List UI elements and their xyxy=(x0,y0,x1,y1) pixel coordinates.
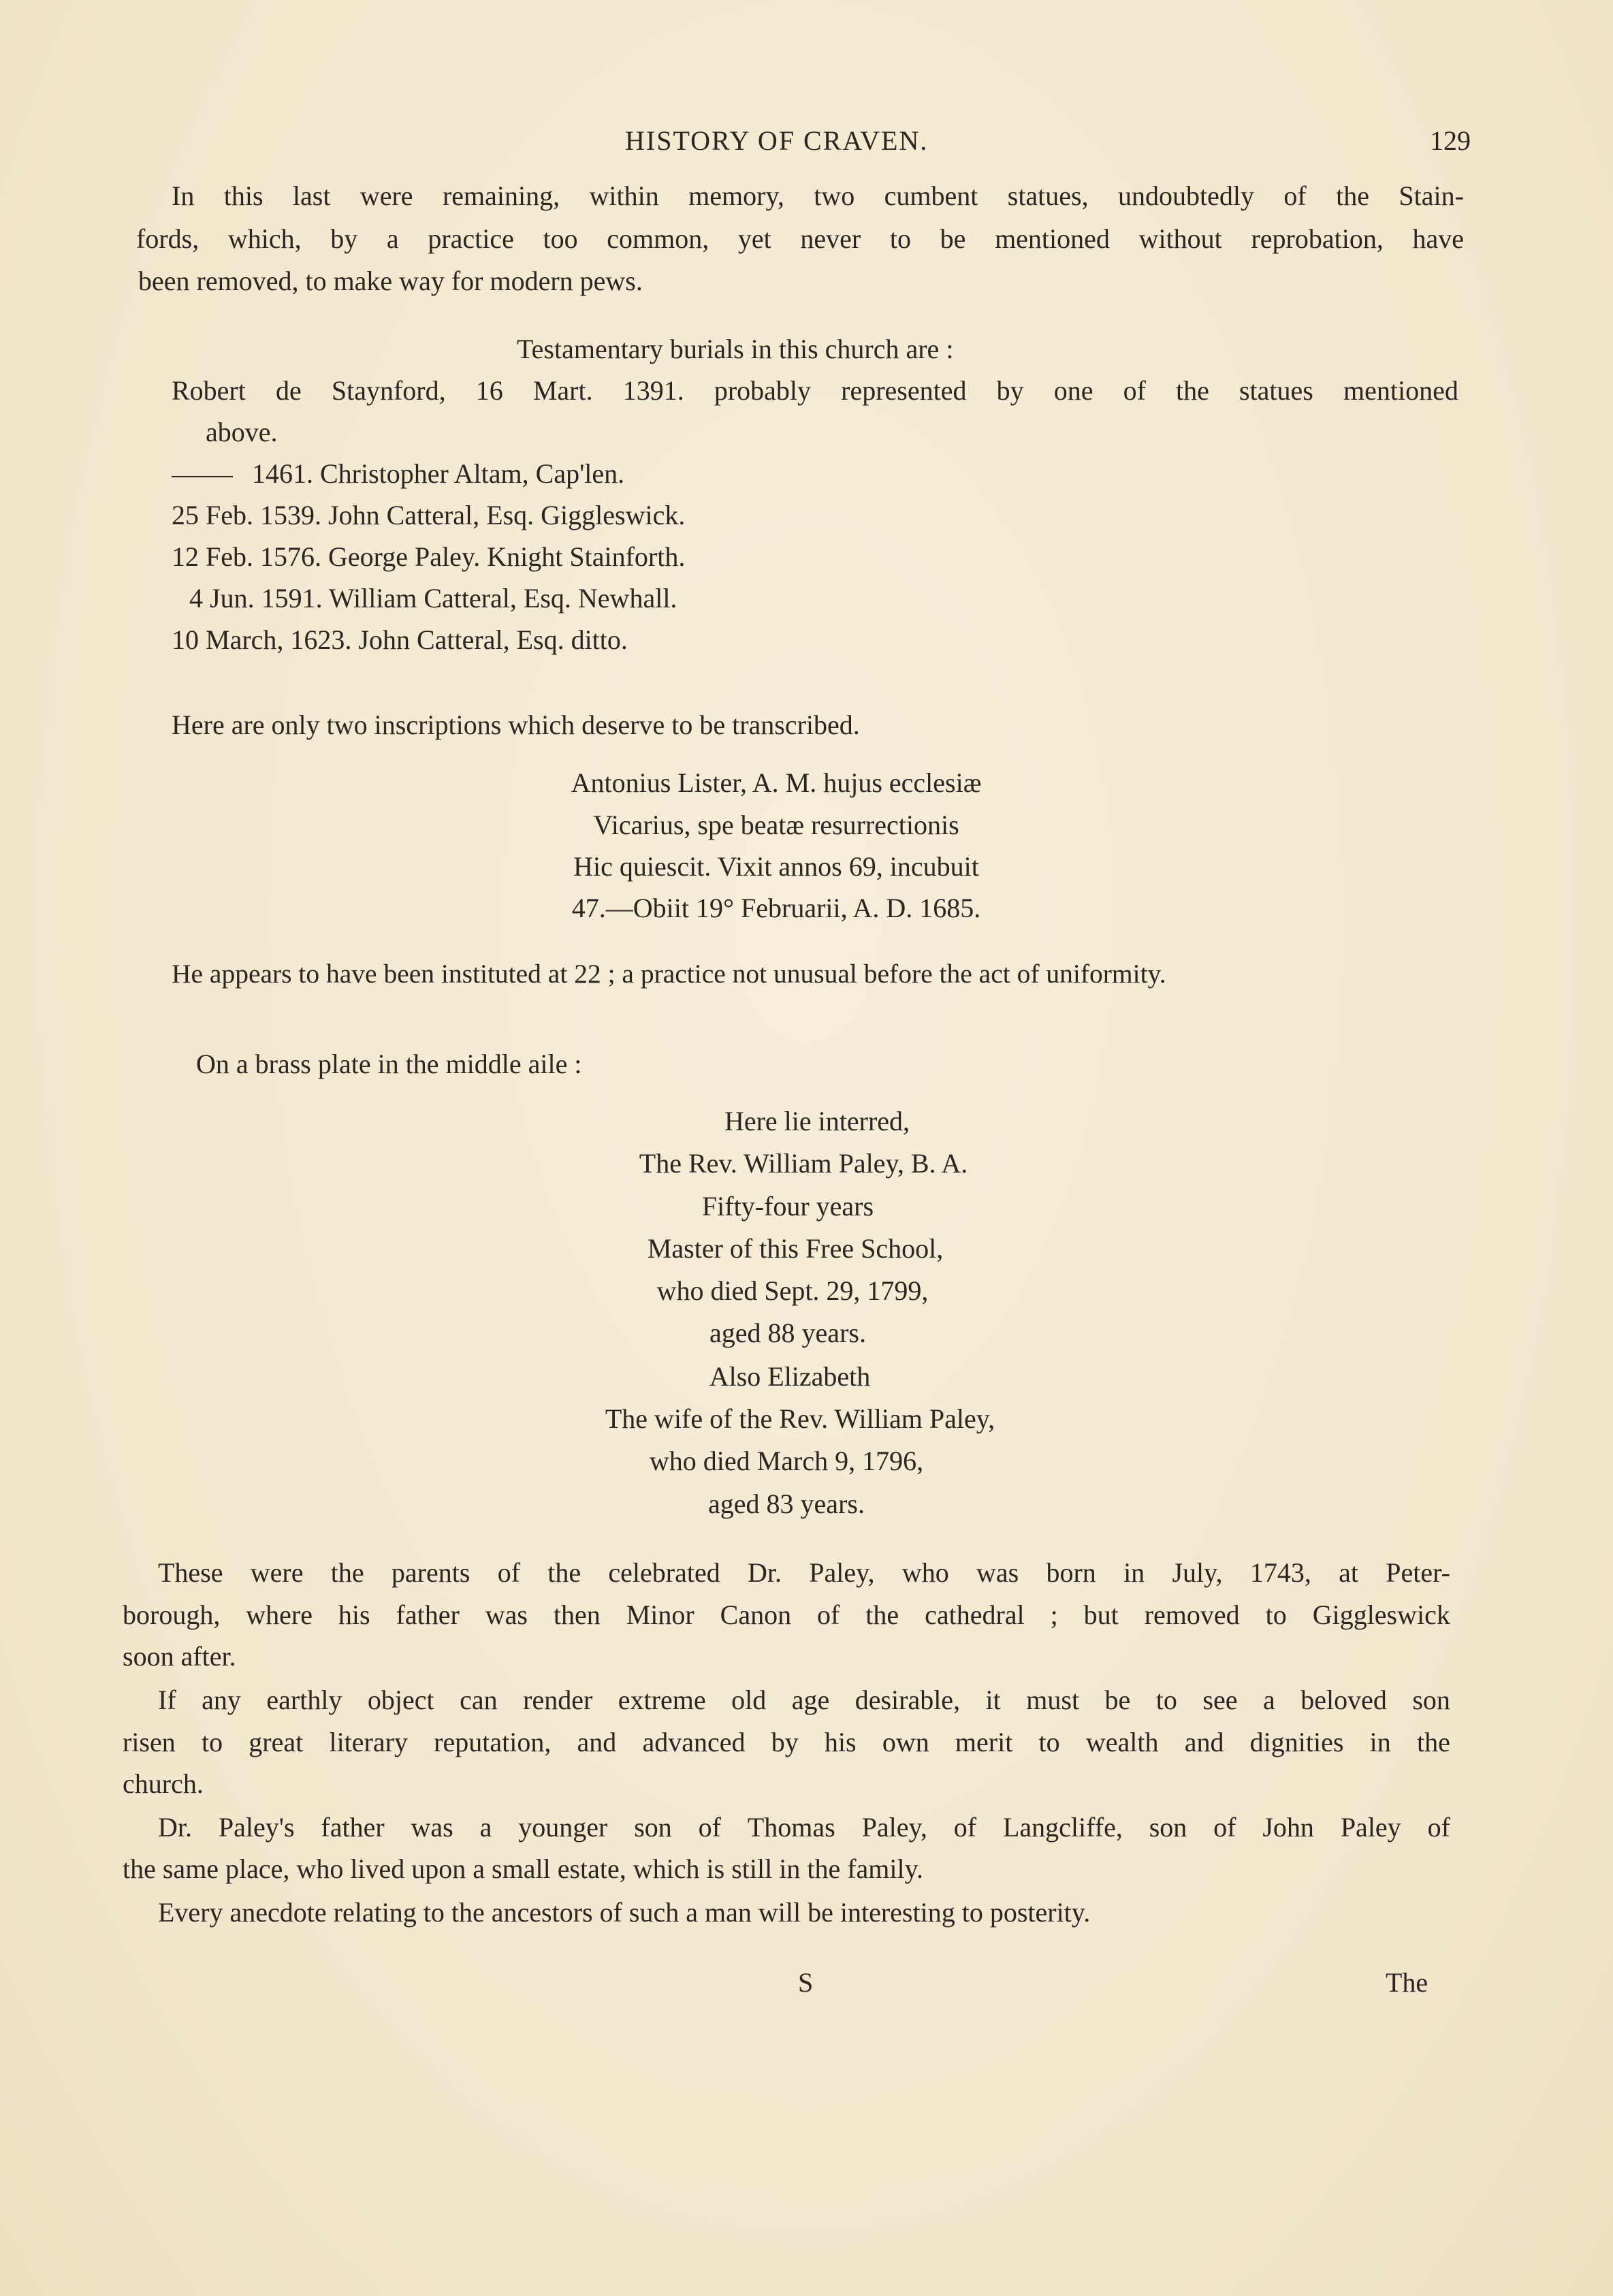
page-number: 129 xyxy=(1430,125,1471,156)
institution-note: He appears to have been instituted at 22 ; a practice not unusual before the act of uniformity. xyxy=(172,959,1166,989)
closing-p1-line-2-text: borough, where his father was then Minor Canon of the cathedral ; but removed to Giggleswick xyxy=(123,1599,1450,1630)
brass-inscription-line-4: Master of this Free School, xyxy=(647,1233,944,1264)
latin-inscription-line-3: Hic quiescit. Vixit annos 69, incubuit xyxy=(573,851,979,882)
brass-inscription-line-7: Also Elizabeth xyxy=(709,1361,871,1392)
brass-inscription-line-9: who died March 9, 1796, xyxy=(649,1446,924,1476)
burial-entry-3: 25 Feb. 1539. John Catteral, Esq. Giggleswick. xyxy=(172,500,686,530)
burials-heading: Testamentary burials in this church are : xyxy=(517,334,954,364)
brass-inscription-line-10: aged 83 years. xyxy=(708,1488,865,1519)
closing-p3-line-1 xyxy=(158,1814,1450,1841)
latin-inscription-line-2: Vicarius, spe beatæ resurrectionis xyxy=(593,810,959,840)
burial-entry-1-line-2: above. xyxy=(206,417,278,447)
closing-p1-line-1-text: These were the parents of the celebrated Dr. Paley, who was born in July, 1743, at Peter- xyxy=(158,1557,1450,1588)
closing-p2-line-3: church. xyxy=(123,1768,204,1799)
brass-inscription-line-8: The wife of the Rev. William Paley, xyxy=(605,1403,995,1434)
burial-entry-6: 10 March, 1623. John Catteral, Esq. ditto. xyxy=(172,624,628,655)
closing-p2-line-2-text: risen to great literary reputation, and advanced by his own merit to wealth and dignities in the xyxy=(123,1727,1450,1757)
closing-p1-line-1 xyxy=(158,1559,1450,1587)
inscriptions-intro: Here are only two inscriptions which deserve to be transcribed. xyxy=(172,709,860,740)
closing-p2-line-1 xyxy=(158,1687,1450,1714)
running-header-title: HISTORY OF CRAVEN. xyxy=(625,125,929,156)
brass-plate-intro: On a brass plate in the middle aile : xyxy=(196,1049,582,1079)
burial-entry-4: 12 Feb. 1576. George Paley. Knight Stainforth. xyxy=(172,541,686,572)
closing-p2-line-1-text: If any earthly object can render extreme old age desirable, it must be to see a beloved son xyxy=(158,1685,1450,1715)
brass-inscription-line-5: who died Sept. 29, 1799, xyxy=(656,1275,929,1306)
catchword: The xyxy=(1386,1967,1428,1998)
closing-p1-line-2 xyxy=(123,1601,1450,1629)
intro-line-2-text: fords, which, by a practice too common, yet never to be mentioned without reprobation, have xyxy=(136,223,1464,254)
signature-mark: S xyxy=(798,1967,814,1998)
closing-p1-line-3: soon after. xyxy=(123,1641,236,1672)
closing-p3-line-2: the same place, who lived upon a small estate, which is still in the family. xyxy=(123,1853,924,1884)
brass-inscription-line-1: Here lie interred, xyxy=(724,1106,910,1136)
burial-entry-2 xyxy=(172,460,624,488)
latin-inscription-line-4: 47.—Obiit 19° Februarii, A. D. 1685. xyxy=(571,893,981,923)
burial-entry-1-line-1 xyxy=(172,377,1458,404)
intro-line-2 xyxy=(136,225,1464,253)
brass-inscription-line-6: aged 88 years. xyxy=(709,1318,866,1348)
closing-p2-line-2 xyxy=(123,1729,1450,1756)
brass-inscription-line-3: Fifty-four years xyxy=(701,1191,874,1222)
latin-inscription-line-1: Antonius Lister, A. M. hujus ecclesiæ xyxy=(571,767,982,798)
brass-inscription-line-2: The Rev. William Paley, B. A. xyxy=(639,1148,968,1179)
closing-p3-line-1-text: Dr. Paley's father was a younger son of Thomas Paley, of Langcliffe, son of John Paley of xyxy=(158,1812,1450,1843)
closing-p4-line-1: Every anecdote relating to the ancestors of such a man will be interesting to posterity. xyxy=(158,1897,1091,1928)
burial-entry-2-text: 1461. Christopher Altam, Cap'len. xyxy=(252,458,625,489)
burial-entry-5: 4 Jun. 1591. William Catteral, Esq. Newhall. xyxy=(189,583,677,613)
ditto-rule xyxy=(172,476,233,477)
intro-line-3: been removed, to make way for modern pews. xyxy=(138,266,643,296)
intro-line-1 xyxy=(172,182,1464,210)
burial-entry-1-line-1-text: Robert de Staynford, 16 Mart. 1391. probably represented by one of the statues mentioned xyxy=(172,375,1458,406)
intro-line-1-text: In this last were remaining, within memory, two cumbent statues, undoubtedly of the Stain- xyxy=(172,180,1464,211)
